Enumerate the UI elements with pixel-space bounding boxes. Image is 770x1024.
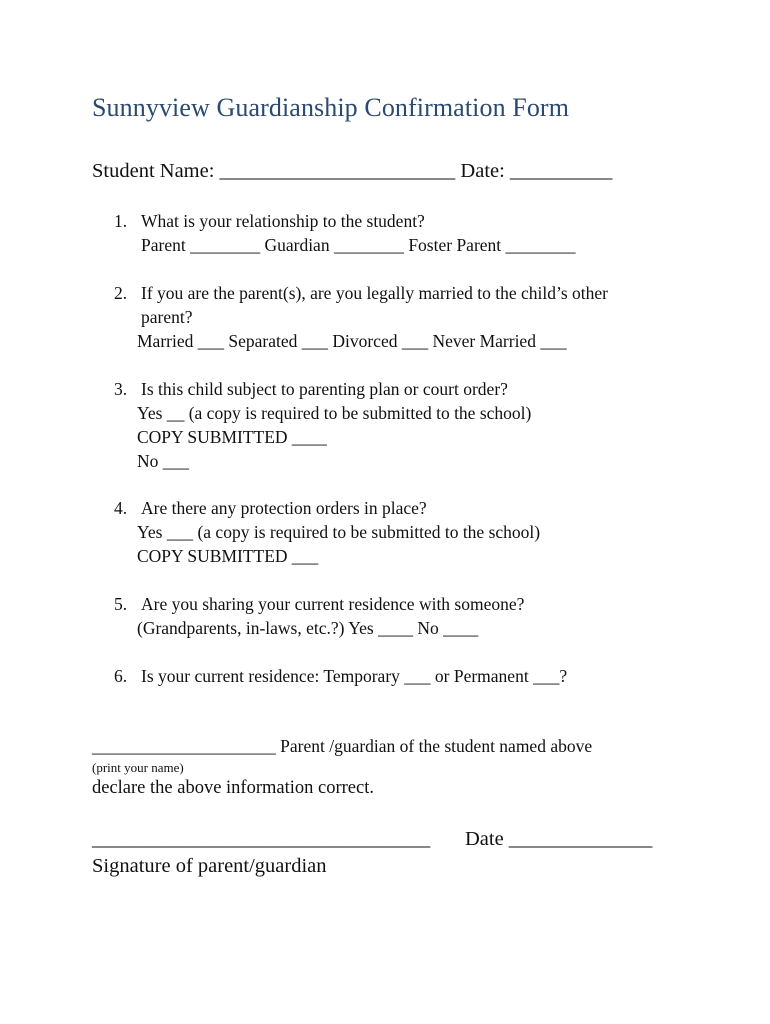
protection-order-copy-submitted[interactable]: COPY SUBMITTED ___ (137, 546, 319, 566)
question-number: 2. (114, 283, 128, 303)
court-order-no-option[interactable]: No ___ (137, 451, 190, 471)
question-number: 4. (114, 498, 128, 518)
question-1 (114, 211, 425, 232)
signature-date-field[interactable]: Date ______________ (465, 828, 653, 850)
signature-field[interactable]: _________________________________ (92, 828, 431, 850)
question-6[interactable] (114, 666, 567, 687)
question-text-continued: parent? (141, 307, 193, 327)
question-2 (114, 283, 608, 304)
question-4 (114, 498, 427, 519)
relationship-options[interactable]: Parent ________ Guardian ________ Foster Parent ________ (141, 235, 576, 255)
question-number: 1. (114, 211, 128, 231)
question-text: Are there any protection orders in place? (141, 498, 427, 518)
signature-label: Signature of parent/guardian (92, 855, 327, 877)
question-text: Are you sharing your current residence with someone? (141, 594, 525, 614)
form-title: Sunnyview Guardianship Confirmation Form (92, 93, 570, 122)
residence-type-options[interactable]: Is your current residence: Temporary ___ or Permanent ___? (141, 666, 568, 686)
question-number: 6. (114, 666, 128, 686)
question-number: 3. (114, 379, 128, 399)
print-name-field[interactable]: _____________________ Parent /guardian of the student named above (92, 736, 593, 756)
question-3 (114, 379, 508, 400)
court-order-yes-option[interactable]: Yes __ (a copy is required to be submitted to the school) (137, 403, 532, 423)
question-5 (114, 594, 524, 615)
declaration-text: declare the above information correct. (92, 778, 374, 798)
question-text: If you are the parent(s), are you legally married to the child’s other (141, 283, 608, 303)
court-order-copy-submitted[interactable]: COPY SUBMITTED ____ (137, 427, 327, 447)
marital-status-options[interactable]: Married ___ Separated ___ Divorced ___ Never Married ___ (137, 331, 567, 351)
sharing-residence-options[interactable]: (Grandparents, in-laws, etc.?) Yes ____ No ____ (137, 618, 479, 638)
question-number: 5. (114, 594, 128, 614)
question-text: Is this child subject to parenting plan or court order? (141, 379, 508, 399)
print-name-note: (print your name) (92, 760, 184, 775)
protection-order-yes-option[interactable]: Yes ___ (a copy is required to be submitted to the school) (137, 522, 541, 542)
question-text: What is your relationship to the student? (141, 211, 425, 231)
student-name-date-field[interactable]: Student Name: _______________________ Date: __________ (92, 160, 613, 182)
